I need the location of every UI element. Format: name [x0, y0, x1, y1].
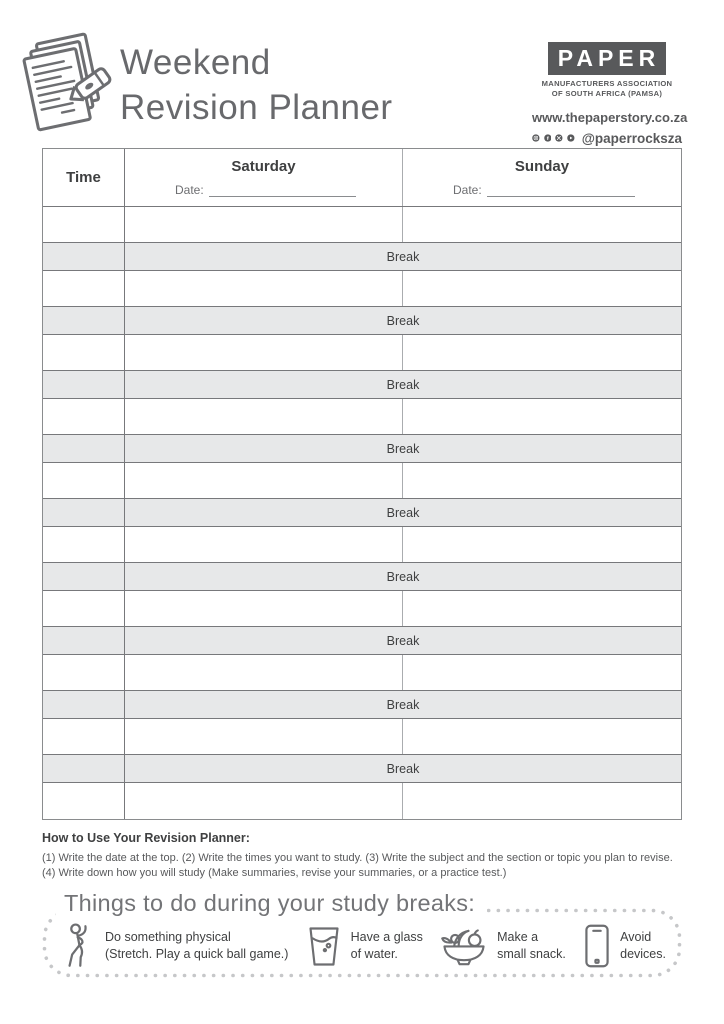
sunday-study-cell[interactable]: [403, 719, 681, 754]
break-item-text: Avoid devices.: [620, 930, 666, 961]
saturday-study-cell[interactable]: [125, 335, 403, 370]
saturday-study-cell[interactable]: [125, 655, 403, 690]
study-row: [43, 463, 681, 499]
saturday-study-cell[interactable]: [125, 463, 403, 498]
sunday-study-cell[interactable]: [403, 591, 681, 626]
sunday-study-cell[interactable]: [403, 527, 681, 562]
saturday-study-cell[interactable]: [125, 591, 403, 626]
saturday-study-cell[interactable]: [125, 783, 403, 819]
break-label: Break: [386, 697, 420, 712]
break-items-row: [62, 922, 666, 970]
break-row: [43, 435, 681, 463]
break-time-cell: [43, 307, 125, 334]
study-row: [43, 527, 681, 563]
planner-table-rows: [43, 207, 681, 819]
time-cell[interactable]: [43, 655, 125, 690]
pamsa-logo-block: [532, 42, 688, 146]
break-time-cell: [43, 371, 125, 398]
break-row: [43, 307, 681, 335]
time-cell[interactable]: [43, 335, 125, 370]
break-row: [43, 499, 681, 527]
instagram-icon: [532, 130, 540, 146]
break-label: Break: [386, 569, 420, 584]
social-handle: @paperrocksza: [581, 130, 682, 146]
break-row: [43, 691, 681, 719]
time-cell[interactable]: [43, 719, 125, 754]
break-time-cell: [43, 435, 125, 462]
sunday-date-row: [453, 183, 635, 197]
saturday-study-cell[interactable]: [125, 399, 403, 434]
sunday-study-cell[interactable]: [403, 463, 681, 498]
page-title: [120, 40, 393, 130]
study-breaks-heading: Things to do during your study breaks:: [56, 890, 487, 917]
break-item-water: [306, 924, 423, 969]
social-icons-row: [532, 130, 682, 146]
saturday-date-row: [175, 183, 356, 197]
break-row: [43, 371, 681, 399]
stretching-person-icon: [62, 922, 96, 970]
saturday-study-cell[interactable]: [125, 719, 403, 754]
break-item-devices: [583, 923, 666, 969]
study-row: [43, 783, 681, 819]
sunday-column-header: [403, 149, 681, 206]
phone-icon: [583, 923, 611, 969]
table-header-row: [43, 149, 681, 207]
break-item-text: Have a glass of water.: [350, 930, 423, 961]
study-row: [43, 271, 681, 307]
break-time-cell: [43, 691, 125, 718]
sunday-study-cell[interactable]: [403, 335, 681, 370]
break-time-cell: [43, 499, 125, 526]
break-label: Break: [386, 313, 420, 328]
break-row: [43, 563, 681, 591]
time-cell[interactable]: [43, 527, 125, 562]
sunday-study-cell[interactable]: [403, 207, 681, 242]
title-line-1: Weekend: [120, 43, 271, 82]
saturday-date-field[interactable]: [209, 184, 356, 197]
sunday-study-cell[interactable]: [403, 783, 681, 819]
time-cell[interactable]: [43, 399, 125, 434]
study-breaks-box: [42, 890, 682, 978]
break-label: Break: [386, 633, 420, 648]
water-glass-icon: [306, 924, 342, 969]
papers-and-marker-icon: [14, 30, 116, 144]
break-item-physical: [62, 922, 288, 970]
break-time-cell: [43, 627, 125, 654]
study-row: [43, 719, 681, 755]
break-row: [43, 243, 681, 271]
study-row: [43, 655, 681, 691]
study-row: [43, 591, 681, 627]
website-url: www.thepaperstory.co.za: [532, 110, 688, 125]
time-cell[interactable]: [43, 463, 125, 498]
snack-bowl-icon: [440, 925, 488, 967]
study-row: [43, 399, 681, 435]
break-label: Break: [386, 505, 420, 520]
break-item-text: Do something physical (Stretch. Play a quick ball game.): [105, 930, 289, 961]
sunday-label: Sunday: [514, 158, 570, 175]
sunday-date-field[interactable]: [487, 184, 635, 197]
instructions-body: (1) Write the date at the top. (2) Write the times you want to study. (3) Write the subject and the section or topic you plan to revise. (4) Write down how you will study (Make summaries, revise your summaries, or a practice test.): [42, 852, 673, 879]
saturday-study-cell[interactable]: [125, 207, 403, 242]
study-row: [43, 207, 681, 243]
break-label: Break: [386, 377, 420, 392]
saturday-date-label: Date:: [175, 183, 204, 197]
time-cell[interactable]: [43, 271, 125, 306]
time-column-header: Time: [43, 149, 125, 206]
time-cell[interactable]: [43, 591, 125, 626]
break-time-cell: [43, 243, 125, 270]
break-time-cell: [43, 755, 125, 782]
break-item-snack: [440, 925, 566, 967]
sunday-study-cell[interactable]: [403, 399, 681, 434]
sunday-study-cell[interactable]: [403, 655, 681, 690]
instructions-section: [42, 831, 682, 881]
planner-table: [42, 148, 682, 820]
saturday-study-cell[interactable]: [125, 271, 403, 306]
instructions-heading: How to Use Your Revision Planner:: [42, 831, 250, 845]
sunday-date-label: Date:: [453, 183, 482, 197]
time-cell[interactable]: [43, 207, 125, 242]
title-line-2: Revision Planner: [120, 88, 393, 127]
facebook-icon: [544, 130, 552, 146]
time-cell[interactable]: [43, 783, 125, 819]
saturday-label: Saturday: [231, 158, 296, 175]
youtube-icon: [567, 130, 575, 146]
break-label: Break: [386, 441, 420, 456]
paper-logo: PAPER: [548, 42, 667, 75]
x-icon: [555, 130, 563, 146]
break-label: Break: [386, 249, 420, 264]
study-row: [43, 335, 681, 371]
break-item-text: Make a small snack.: [497, 930, 566, 961]
sunday-study-cell[interactable]: [403, 271, 681, 306]
break-time-cell: [43, 563, 125, 590]
break-label: Break: [386, 761, 420, 776]
break-row: [43, 755, 681, 783]
saturday-column-header: [125, 149, 403, 206]
break-row: [43, 627, 681, 655]
saturday-study-cell[interactable]: [125, 527, 403, 562]
logo-subtitle: MANUFACTURERS ASSOCIATION OF SOUTH AFRICA (PAMSA): [541, 79, 673, 98]
page-header: [0, 28, 724, 144]
